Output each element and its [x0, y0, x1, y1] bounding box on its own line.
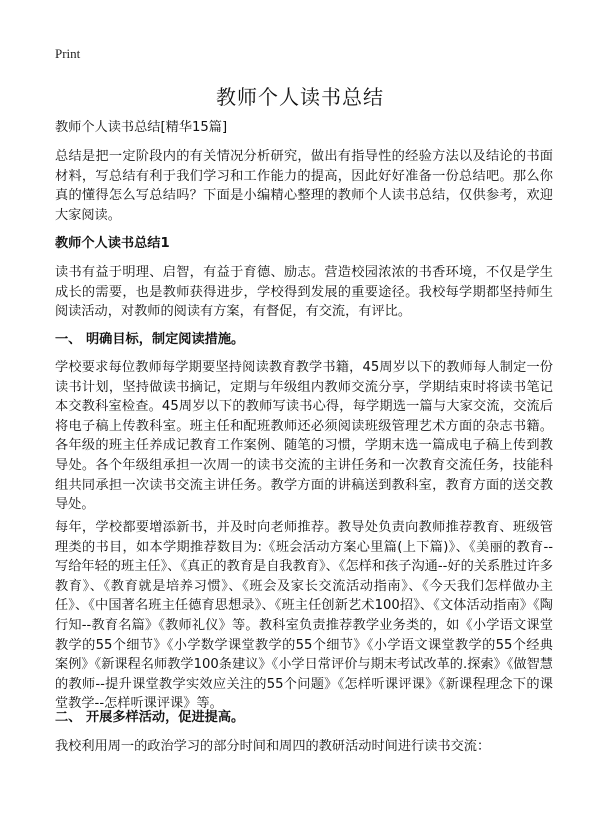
paragraph-reading-exchange: 我校利用周一的政治学习的部分时间和周四的教研活动时间进行读书交流：	[55, 739, 491, 754]
section-title: 教师个人读书总结1	[55, 236, 170, 251]
section-paragraph: 读书有益于明理、启智，有益于育德、励志。营造校园浓浓的书香环境，不仅是学生成长的需要，也是教师获得进步，学校得到发展的重要途径。我校每学期都坚持师生阅读活动，对教师的阅读有方案，有督促，有交流，有评比。	[55, 265, 553, 320]
document-subtitle: 教师个人读书总结[精华15篇]	[55, 120, 228, 135]
paragraph-book-recommendations: 每年，学校都要增添新书，并及时向老师推荐。教导处负责向教师推荐教育、班级管理类的书目，如本学期推荐数目为:《班会活动方案心里篇(上下篇)》、《美丽的教育--写给年轻的班主任》、《真正的教育是自我教育》、《怎样和孩子沟通--好的关系胜过许多教育》、《教育就是培养习惯》、《班会及家长交流活动指南》、《今天我们怎样做办主任》、《中国著名班主任德育思想录》、《班主任创新艺术100招》、《文体活动指南》《陶行知--教育名篇》《教师礼仪》等。教科室负责推荐教学业务类的，如《小学语文课堂教学的55个细节》《小学数学课堂教学的55个细节》《小学语文课堂教学的55个经典案例》《新课程名师教学100条建议》《小学日常评价与期末考试改革的.探索》《做智慧的教师--提升课堂教学实效应关注的55个问题》《怎样听课评课》《新课程理念下的课堂教学--怎样听课评课》等。	[55, 520, 553, 712]
heading-clear-goals: 一、 明确目标，制定阅读措施。	[55, 332, 245, 347]
heading-diverse-activities: 二、 开展多样活动，促进提高。	[55, 710, 245, 725]
document-title: 教师个人读书总结	[216, 85, 384, 109]
paragraph-reading-requirements: 学校要求每位教师每学期要坚持阅读教育教学书籍，45周岁以下的教师每人制定一份读书计划，坚持做读书摘记，定期与年级组内教师交流分享，学期结束时将读书笔记本交教科室检查。45周岁以下的教师写读书心得，每学期选一篇与大家交流，交流后将电子稿上传教科室。班主任和配班教师还必须阅读班级管理艺术方面的杂志书籍。各年级的班主任养成记教育工作案例、随笔的习惯，学期末选一篇成电子稿上传到教导处。各个年级组承担一次周一的读书交流的主讲任务和一次教育交流任务，技能科组共同承担一次读书交流主讲任务。教学方面的讲稿送到教科室，教育方面的送交教导处。	[55, 360, 553, 513]
intro-paragraph: 总结是把一定阶段内的有关情况分析研究，做出有指导性的经验方法以及结论的书面材料，写总结有利于我们学习和工作能力的提高，因此好好准备一份总结吧。那么你真的懂得怎么写总结吗？下面是小编精心整理的教师个人读书总结，仅供参考，欢迎大家阅读。	[55, 149, 553, 223]
print-label[interactable]: Print	[55, 46, 81, 61]
